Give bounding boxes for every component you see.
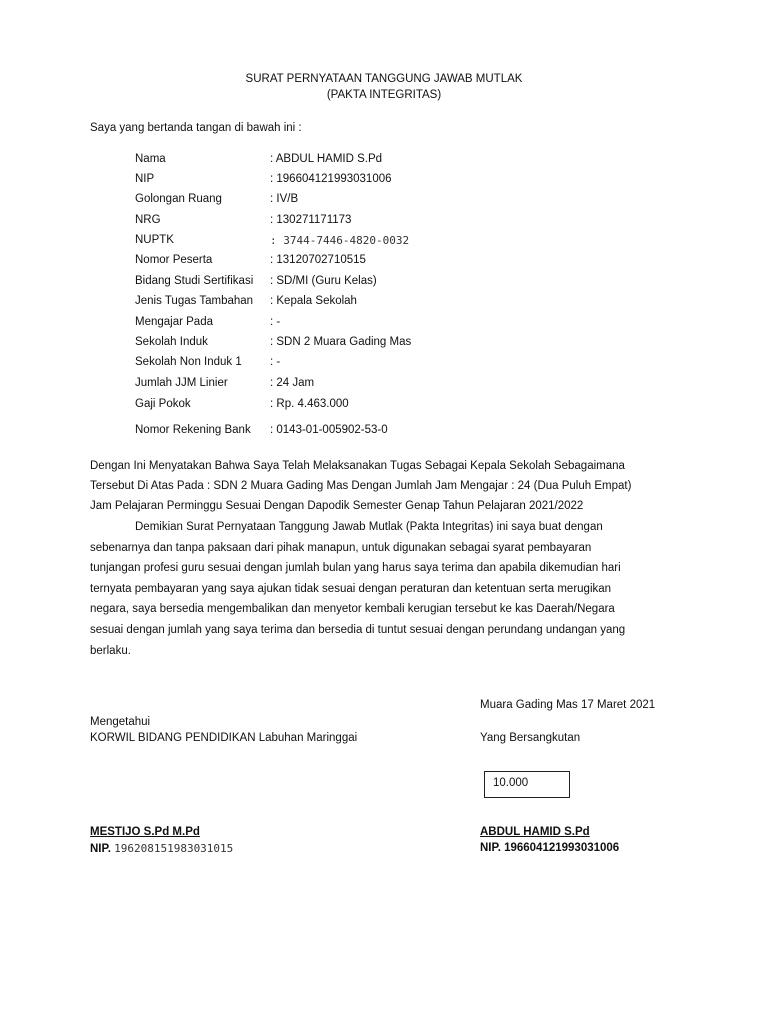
- closing-line: Demikian Surat Pernyataan Tanggung Jawab Mutlak (Pakta Integritas) ini saya buat dengan: [135, 521, 603, 533]
- left-nip-number: 196208151983031015: [114, 842, 234, 855]
- signer-caption: Yang Bersangkutan: [480, 732, 581, 744]
- left-signer-name: MESTIJO S.Pd M.Pd: [90, 826, 200, 838]
- identity-label: Nomor Rekening Bank: [135, 424, 251, 436]
- identity-label: Jenis Tugas Tambahan: [135, 295, 254, 307]
- closing-line: negara, saya bersedia mengembalikan dan menyetor kembali kerugian tersebut ke kas Daerah/Negara: [90, 603, 615, 615]
- identity-value: : SD/MI (Guru Kelas): [270, 275, 377, 287]
- identity-label: NUPTK: [135, 234, 174, 246]
- identity-label: Bidang Studi Sertifikasi: [135, 275, 254, 287]
- identity-label: Mengajar Pada: [135, 316, 213, 328]
- document-subtitle: (PAKTA INTEGRITAS): [326, 89, 442, 101]
- statement-line: Dengan Ini Menyatakan Bahwa Saya Telah Melaksanakan Tugas Sebagai Kepala Sekolah Sebagaimana: [90, 460, 625, 472]
- identity-value: : -: [270, 316, 281, 328]
- korwil-caption: KORWIL BIDANG PENDIDIKAN Labuhan Maringgai: [90, 732, 358, 744]
- identity-label: NRG: [135, 214, 161, 226]
- closing-line: sebenarnya dan tanpa paksaan dari pihak manapun, untuk digunakan sebagai syarat pembayaran: [90, 542, 592, 554]
- identity-label: Sekolah Induk: [135, 336, 208, 348]
- identity-label: Nama: [135, 153, 166, 165]
- stamp-duty-box: [484, 771, 570, 798]
- identity-value: : 0143-01-005902-53-0: [270, 424, 388, 436]
- right-signer-nip: NIP. 196604121993031006: [480, 842, 620, 854]
- identity-value: : Rp. 4.463.000: [270, 398, 349, 410]
- identity-value: : 130271171173: [270, 214, 352, 226]
- intro-text: Saya yang bertanda tangan di bawah ini :: [90, 122, 302, 134]
- identity-value: : 3744-7446-4820-0032: [270, 234, 410, 247]
- stamp-duty-value: 10.000: [493, 777, 529, 789]
- closing-line: sesuai dengan jumlah yang saya terima dan bersedia di tuntut sesuai dengan perundang undangan yang: [90, 624, 626, 636]
- statement-line: Jam Pelajaran Perminggu Sesuai Dengan Dapodik Semester Genap Tahun Pelajaran 2021/2022: [90, 500, 584, 512]
- left-nip-label: NIP.: [90, 843, 111, 855]
- document-title: SURAT PERNYATAAN TANGGUNG JAWAB MUTLAK: [245, 73, 523, 85]
- identity-label: Jumlah JJM Linier: [135, 377, 228, 389]
- acknowledge-caption: Mengetahui: [90, 716, 151, 728]
- identity-value: : 13120702710515: [270, 254, 366, 266]
- identity-value: : -: [270, 356, 281, 368]
- identity-label: Golongan Ruang: [135, 193, 222, 205]
- place-date: Muara Gading Mas 17 Maret 2021: [480, 699, 656, 711]
- identity-value: : IV/B: [270, 193, 299, 205]
- statement-line: Tersebut Di Atas Pada : SDN 2 Muara Gading Mas Dengan Jumlah Jam Mengajar : 24 (Dua Puluh Empat): [90, 480, 632, 492]
- identity-value: : SDN 2 Muara Gading Mas: [270, 336, 412, 348]
- identity-value: : 196604121993031006: [270, 173, 392, 185]
- identity-label: Sekolah Non Induk 1: [135, 356, 242, 368]
- closing-line: berlaku.: [90, 645, 131, 657]
- identity-value: : ABDUL HAMID S.Pd: [270, 153, 383, 165]
- identity-label: Gaji Pokok: [135, 398, 191, 410]
- identity-value: : 24 Jam: [270, 377, 315, 389]
- right-signer-name: ABDUL HAMID S.Pd: [480, 826, 590, 838]
- identity-label: Nomor Peserta: [135, 254, 213, 266]
- identity-value: : Kepala Sekolah: [270, 295, 357, 307]
- identity-label: NIP: [135, 173, 155, 185]
- left-signer-nip: [90, 842, 233, 855]
- closing-line: ternyata pembayaran yang saya ajukan tidak sesuai dengan peraturan dan ketentuan serta merugikan: [90, 583, 612, 595]
- closing-line: tunjangan profesi guru sesuai dengan jumlah bulan yang harus saya terima dan apabila dikemudian hari: [90, 562, 621, 574]
